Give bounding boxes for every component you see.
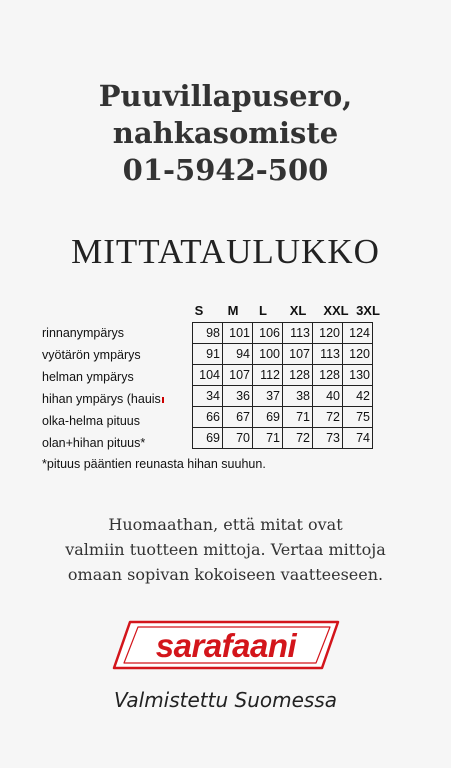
table-cell: 69 <box>193 428 223 449</box>
row-label: rinnanympärys <box>42 326 124 340</box>
table-cell: 98 <box>193 323 223 344</box>
size-header-m: M <box>227 303 239 318</box>
table-row <box>193 344 373 365</box>
table-cell: 34 <box>193 386 223 407</box>
size-header-s: S <box>194 303 204 318</box>
table-row <box>193 407 373 428</box>
table-cell: 101 <box>223 323 253 344</box>
info-paragraph <box>0 512 451 587</box>
product-title <box>0 78 451 189</box>
size-table <box>192 322 373 449</box>
sarafaani-logo <box>112 616 340 679</box>
length-footnote: *pituus pääntien reunasta hihan suuhun. <box>42 457 266 471</box>
row-label-text: hihan ympärys (hauis <box>42 392 161 406</box>
table-row <box>193 323 373 344</box>
size-header-3xl: 3XL <box>356 303 380 318</box>
made-in-finland-text: Valmistettu Suomessa <box>113 688 338 712</box>
table-cell: 40 <box>313 386 343 407</box>
table-cell: 70 <box>223 428 253 449</box>
table-row <box>193 428 373 449</box>
table-cell: 112 <box>253 365 283 386</box>
table-cell: 120 <box>313 323 343 344</box>
size-header-xl: XL <box>289 303 307 318</box>
table-row <box>193 386 373 407</box>
table-cell: 124 <box>343 323 373 344</box>
cell-marker-icon <box>162 397 164 403</box>
table-cell: 71 <box>283 407 313 428</box>
info-line: Huomaathan, että mitat ovat <box>108 515 343 534</box>
table-cell: 75 <box>343 407 373 428</box>
logo-graphic <box>112 616 340 674</box>
table-cell: 42 <box>343 386 373 407</box>
table-cell: 104 <box>193 365 223 386</box>
table-cell: 106 <box>253 323 283 344</box>
table-cell: 38 <box>283 386 313 407</box>
table-cell: 107 <box>223 365 253 386</box>
logo-wordmark: sarafaani <box>155 627 297 664</box>
title-line-name: Puuvillapusero, <box>98 79 353 113</box>
table-cell: 74 <box>343 428 373 449</box>
table-cell: 128 <box>313 365 343 386</box>
row-label: vyötärön ympärys <box>42 348 141 362</box>
size-header-xxl: XXL <box>323 303 349 318</box>
table-cell: 72 <box>313 407 343 428</box>
size-header-l: L <box>259 303 267 318</box>
table-cell: 128 <box>283 365 313 386</box>
table-cell: 94 <box>223 344 253 365</box>
title-line-detail: nahkasomiste <box>112 116 339 150</box>
table-cell: 107 <box>283 344 313 365</box>
table-cell: 73 <box>313 428 343 449</box>
info-line: omaan sopivan kokoiseen vaatteeseen. <box>67 565 384 584</box>
row-label: olan+hihan pituus* <box>42 436 146 450</box>
size-chart-heading: MITTATAULUKKO <box>71 232 380 271</box>
table-cell: 36 <box>223 386 253 407</box>
row-label: helman ympärys <box>42 370 134 384</box>
info-line: valmiin tuotteen mittoja. Vertaa mittoja <box>65 540 386 559</box>
table-cell: 120 <box>343 344 373 365</box>
table-cell: 72 <box>283 428 313 449</box>
table-cell: 130 <box>343 365 373 386</box>
table-cell: 113 <box>313 344 343 365</box>
table-cell: 100 <box>253 344 283 365</box>
title-line-code: 01-5942-500 <box>122 153 329 187</box>
row-label: olka-helma pituus <box>42 414 140 428</box>
table-row <box>193 365 373 386</box>
measurement-labels <box>42 322 192 454</box>
row-label <box>42 388 192 410</box>
table-cell: 71 <box>253 428 283 449</box>
table-cell: 66 <box>193 407 223 428</box>
table-cell: 67 <box>223 407 253 428</box>
table-cell: 91 <box>193 344 223 365</box>
table-cell: 37 <box>253 386 283 407</box>
table-cell: 113 <box>283 323 313 344</box>
table-cell: 69 <box>253 407 283 428</box>
